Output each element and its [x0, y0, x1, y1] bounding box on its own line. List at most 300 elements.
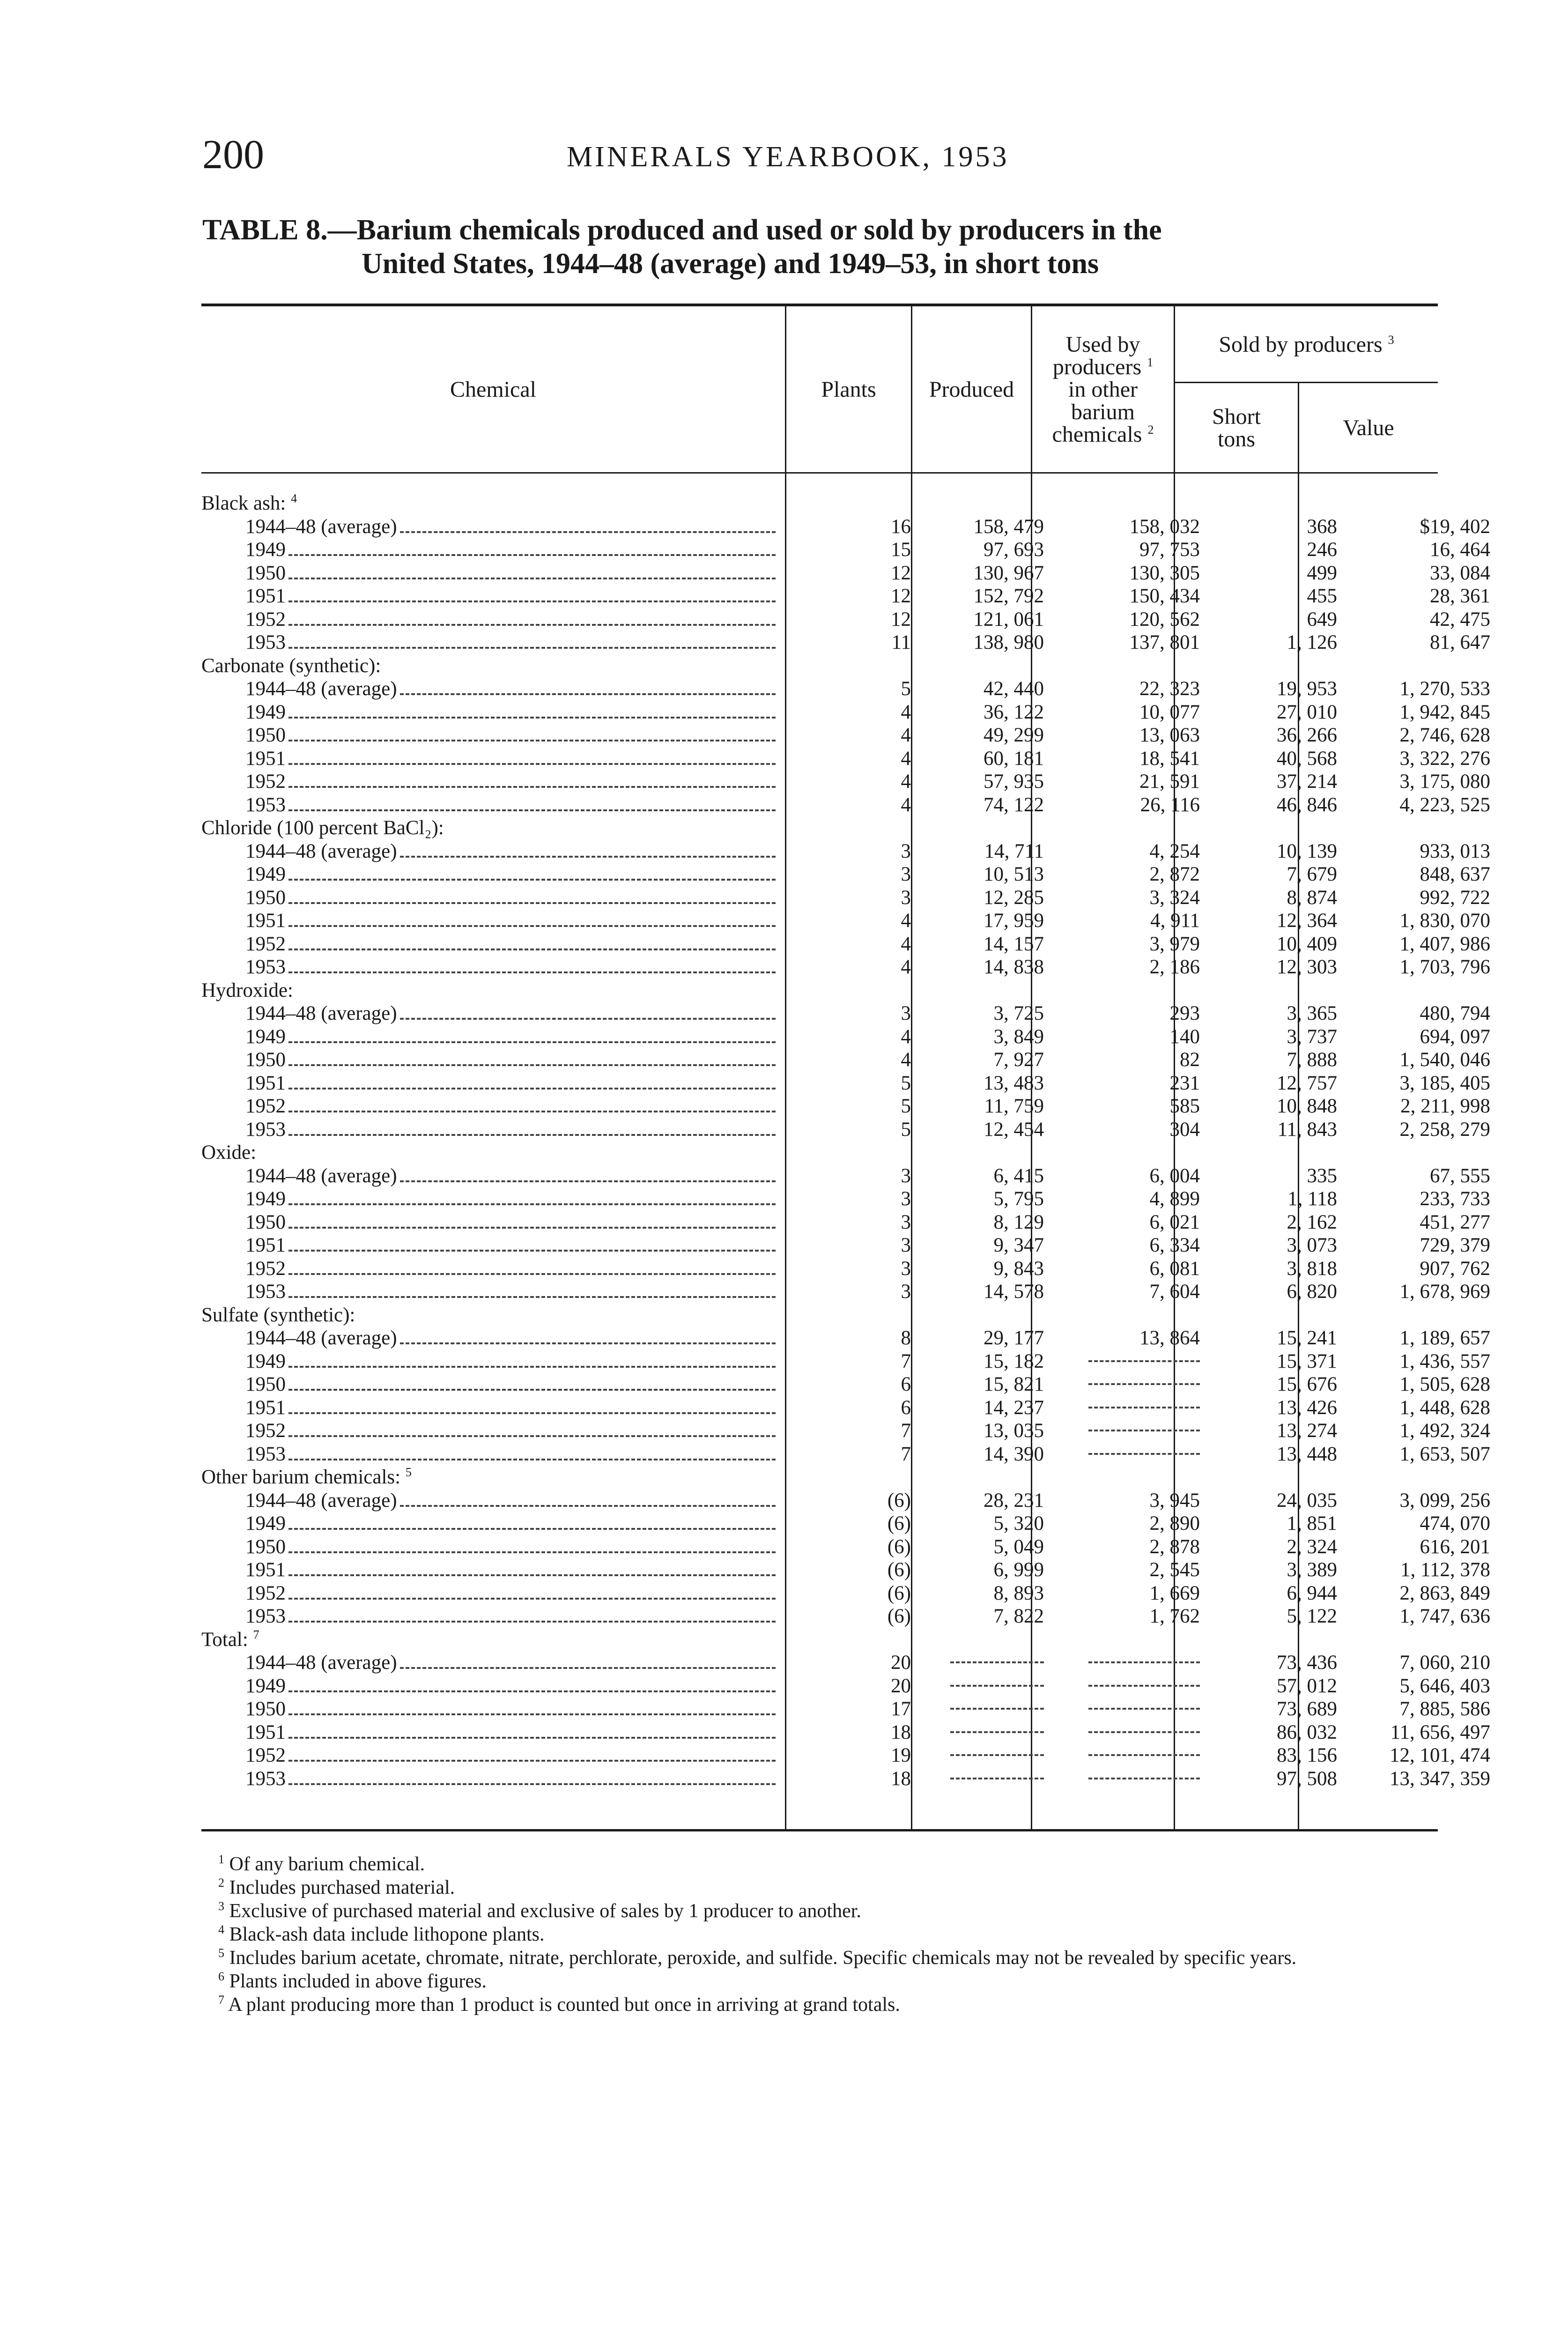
leader-dots — [288, 1412, 776, 1414]
leader-dots — [288, 1111, 776, 1112]
cell-plants: 4 — [901, 1025, 911, 1048]
leader-dots — [400, 693, 776, 695]
table-row — [201, 1697, 1494, 1721]
row-year: 1950 — [245, 562, 286, 584]
empty-dash — [1088, 1383, 1200, 1385]
leader-dots — [288, 717, 776, 719]
cell-produced: 14, 157 — [984, 933, 1044, 955]
leader-dots — [400, 1342, 776, 1344]
table-row — [201, 1211, 1494, 1234]
row-year: 1944–48 (average) — [245, 1164, 397, 1187]
cell-produced: 6, 999 — [993, 1559, 1044, 1581]
group-label: Hydroxide: — [201, 979, 293, 1001]
group-header-row — [201, 979, 1494, 1002]
cell-produced: 10, 513 — [984, 863, 1044, 885]
cell-used: 4, 254 — [1149, 840, 1200, 862]
cell-plants: 12 — [891, 608, 911, 630]
cell-produced: 14, 390 — [984, 1443, 1044, 1465]
cell-plants: (6) — [887, 1605, 911, 1627]
cell-short: 7, 888 — [1287, 1049, 1337, 1071]
cell-produced: 36, 122 — [984, 701, 1044, 723]
cell-value: 1, 112, 378 — [1400, 1559, 1490, 1581]
row-year: 1951 — [245, 585, 286, 607]
table-row — [201, 956, 1494, 979]
leader-dots — [288, 647, 776, 649]
leader-dots — [288, 879, 776, 881]
leader-dots — [288, 1551, 776, 1553]
table-row — [201, 793, 1494, 817]
cell-produced: 3, 725 — [993, 1002, 1044, 1024]
row-year: 1952 — [245, 1582, 286, 1604]
table-row — [201, 1535, 1494, 1559]
cell-used: 6, 004 — [1149, 1164, 1200, 1187]
cell-short: 7, 679 — [1287, 863, 1337, 885]
cell-short: 73, 436 — [1277, 1652, 1337, 1674]
cell-value: 1, 448, 628 — [1399, 1396, 1490, 1419]
cell-used: 158, 032 — [1129, 515, 1200, 538]
footnote: $^4$ Black-ash data include lithopone plants. — [218, 1923, 545, 1945]
empty-dash — [1088, 1685, 1200, 1687]
cell-value: 11, 656, 497 — [1390, 1721, 1490, 1743]
cell-produced: 15, 821 — [984, 1373, 1044, 1395]
cell-short: 3, 389 — [1287, 1559, 1337, 1581]
table-row — [201, 585, 1494, 608]
cell-produced: 152, 792 — [973, 585, 1044, 607]
leader-dots — [288, 740, 776, 741]
group-header-row — [201, 1141, 1494, 1164]
cell-short: 12, 303 — [1277, 956, 1337, 978]
cell-value: 1, 942, 845 — [1399, 701, 1490, 723]
cell-value: 933, 013 — [1420, 840, 1490, 862]
table-row — [201, 1605, 1494, 1628]
cell-short: 3, 073 — [1287, 1234, 1337, 1256]
cell-short: 3, 365 — [1287, 1002, 1337, 1024]
cell-plants: 3 — [901, 1234, 911, 1256]
cell-produced: 60, 181 — [984, 747, 1044, 770]
table-caption — [202, 213, 1439, 281]
cell-value: 1, 830, 070 — [1399, 910, 1490, 932]
empty-dash — [1088, 1453, 1200, 1455]
leader-dots — [288, 1713, 776, 1715]
table-row — [201, 840, 1494, 863]
row-year: 1944–48 (average) — [245, 840, 397, 862]
cell-short: 12, 364 — [1277, 910, 1337, 932]
header-short-tons: Short tons — [1212, 404, 1261, 452]
row-year: 1953 — [245, 1281, 286, 1303]
table-row — [201, 933, 1494, 956]
cell-value: 2, 863, 849 — [1399, 1582, 1490, 1604]
cell-short: 8, 874 — [1287, 886, 1337, 909]
leader-dots — [288, 600, 776, 602]
empty-dash — [1088, 1360, 1200, 1362]
cell-value: 729, 379 — [1420, 1234, 1490, 1256]
leader-dots — [288, 1366, 776, 1368]
cell-plants: 11 — [891, 631, 911, 653]
cell-short: 1, 126 — [1287, 631, 1337, 653]
leader-dots — [288, 971, 776, 973]
row-year: 1950 — [245, 1535, 286, 1558]
cell-used — [1057, 1443, 1213, 1466]
cell-value: 1, 703, 796 — [1399, 956, 1490, 978]
cell-produced: 49, 299 — [984, 724, 1044, 746]
cell-used: 6, 334 — [1149, 1234, 1200, 1256]
cell-produced: 130, 967 — [973, 562, 1044, 584]
cell-produced — [924, 1675, 1057, 1698]
cell-used: 22, 323 — [1139, 678, 1200, 700]
cell-plants: 4 — [901, 933, 911, 955]
table-row — [201, 1327, 1494, 1350]
cell-used: 4, 911 — [1150, 910, 1200, 932]
empty-dash — [1088, 1407, 1200, 1408]
cell-used: 2, 878 — [1149, 1535, 1200, 1558]
header-chemical: Chemical — [450, 377, 536, 402]
cell-produced: 14, 237 — [984, 1396, 1044, 1419]
cell-plants: (6) — [887, 1582, 911, 1604]
cell-produced: 7, 822 — [993, 1605, 1044, 1627]
leader-dots — [288, 763, 776, 765]
cell-plants: (6) — [887, 1489, 911, 1512]
leader-dots — [400, 1505, 776, 1507]
empty-dash — [950, 1685, 1044, 1687]
cell-value: $19, 402 — [1420, 515, 1490, 538]
cell-produced: 121, 061 — [973, 608, 1044, 630]
group-label: Chloride (100 percent BaCl₂): — [201, 817, 444, 839]
group-header-row — [201, 816, 1494, 840]
cell-plants: 20 — [891, 1675, 911, 1697]
cell-used — [1057, 1744, 1213, 1767]
row-year: 1952 — [245, 933, 286, 955]
cell-value: 694, 097 — [1420, 1025, 1490, 1048]
row-year: 1949 — [245, 1350, 286, 1372]
cell-plants: 4 — [901, 910, 911, 932]
cell-used: 304 — [1169, 1118, 1200, 1141]
cell-produced — [924, 1697, 1057, 1721]
table-row — [201, 631, 1494, 654]
cell-used: 82 — [1180, 1049, 1200, 1071]
cell-used: 3, 979 — [1149, 933, 1200, 955]
footnote: $^1$ Of any barium chemical. — [218, 1853, 425, 1875]
table-row — [201, 1350, 1494, 1373]
cell-short: 12, 757 — [1277, 1072, 1337, 1094]
leader-dots — [288, 1783, 776, 1785]
empty-dash — [950, 1708, 1044, 1710]
footnote: $^2$ Includes purchased material. — [218, 1876, 455, 1898]
cell-used: 293 — [1169, 1002, 1200, 1024]
table-row — [201, 1118, 1494, 1141]
cell-short: 15, 241 — [1277, 1327, 1337, 1349]
group-header-row — [201, 1466, 1494, 1489]
table-row — [201, 1582, 1494, 1605]
leader-dots — [288, 925, 776, 927]
cell-used: 2, 545 — [1149, 1559, 1200, 1581]
cell-used: 3, 945 — [1149, 1489, 1200, 1512]
cell-short: 10, 139 — [1277, 840, 1337, 862]
row-year: 1949 — [245, 1188, 286, 1210]
cell-short: 10, 409 — [1277, 933, 1337, 955]
table-row — [201, 1744, 1494, 1767]
cell-used: 1, 762 — [1149, 1605, 1200, 1627]
cell-value: 12, 101, 474 — [1390, 1744, 1490, 1766]
cell-used: 6, 081 — [1149, 1257, 1200, 1280]
cell-used — [1057, 1350, 1213, 1373]
cell-produced: 9, 843 — [993, 1257, 1044, 1280]
cell-value: 480, 794 — [1420, 1002, 1490, 1024]
table-row — [201, 1048, 1494, 1072]
cell-used: 137, 801 — [1129, 631, 1200, 653]
cell-used — [1057, 1721, 1213, 1744]
cell-produced: 138, 980 — [973, 631, 1044, 653]
row-year: 1951 — [245, 1721, 286, 1743]
leader-dots — [400, 1667, 776, 1669]
cell-short: 24, 035 — [1277, 1489, 1337, 1512]
cell-value: 992, 722 — [1420, 886, 1490, 909]
leader-dots — [288, 902, 776, 904]
cell-value: 4, 223, 525 — [1399, 793, 1490, 816]
group-label: Total: $^7$ — [201, 1628, 259, 1651]
cell-plants: 3 — [901, 1211, 911, 1233]
cell-produced — [924, 1767, 1057, 1791]
cell-plants: 20 — [891, 1652, 911, 1674]
row-year: 1950 — [245, 1373, 286, 1395]
leader-dots — [288, 1737, 776, 1739]
cell-plants: 4 — [901, 793, 911, 816]
leader-dots — [288, 1227, 776, 1229]
cell-plants: 4 — [901, 724, 911, 746]
cell-short: 455 — [1307, 585, 1337, 607]
footnote: $^6$ Plants included in above figures. — [218, 1970, 487, 1992]
cell-value: 3, 099, 256 — [1399, 1489, 1490, 1512]
footnote: $^3$ Exclusive of purchased material and exclusive of sales by 1 producer to another. — [218, 1899, 861, 1922]
table-row — [201, 677, 1494, 701]
cell-plants: 3 — [901, 863, 911, 885]
cell-used: 120, 562 — [1129, 608, 1200, 630]
row-year: 1951 — [245, 1072, 286, 1094]
cell-used: 97, 753 — [1139, 539, 1200, 561]
cell-short: 37, 214 — [1277, 771, 1337, 793]
header-used-by-producers: Used by producers $^1$ in other barium chemicals $^2$ — [1052, 332, 1154, 447]
group-header-row — [201, 654, 1494, 678]
cell-value: 28, 361 — [1430, 585, 1490, 607]
table-row — [201, 1025, 1494, 1049]
cell-plants: 12 — [891, 562, 911, 584]
cell-value: 42, 475 — [1430, 608, 1490, 630]
row-year: 1950 — [245, 1049, 286, 1071]
row-year: 1949 — [245, 1025, 286, 1048]
cell-short: 1, 118 — [1287, 1188, 1337, 1210]
cell-value: 33, 084 — [1430, 562, 1490, 584]
group-label: Oxide: — [201, 1141, 257, 1164]
row-year: 1952 — [245, 1257, 286, 1280]
table-row — [201, 886, 1494, 910]
cell-produced: 5, 795 — [993, 1188, 1044, 1210]
cell-produced: 12, 285 — [984, 886, 1044, 909]
cell-plants: 3 — [901, 1188, 911, 1210]
cell-produced: 29, 177 — [984, 1327, 1044, 1349]
cell-produced: 14, 711 — [984, 840, 1044, 862]
cell-short: 1, 851 — [1287, 1512, 1337, 1534]
group-label: Sulfate (synthetic): — [201, 1304, 355, 1326]
row-year: 1951 — [245, 1396, 286, 1419]
cell-short: 13, 274 — [1277, 1420, 1337, 1442]
cell-plants: 12 — [891, 585, 911, 607]
cell-plants: 7 — [901, 1420, 911, 1442]
cell-short: 3, 818 — [1287, 1257, 1337, 1280]
table-row — [201, 1072, 1494, 1095]
cell-value: 3, 322, 276 — [1399, 747, 1490, 770]
cell-plants: 3 — [901, 886, 911, 909]
leader-dots — [288, 1041, 776, 1043]
cell-produced: 11, 759 — [984, 1095, 1044, 1117]
cell-short: 46, 846 — [1277, 793, 1337, 816]
row-year: 1950 — [245, 1211, 286, 1233]
cell-used: 13, 063 — [1139, 724, 1200, 746]
cell-short: 649 — [1307, 608, 1337, 630]
cell-used — [1057, 1651, 1213, 1675]
cell-plants: 4 — [901, 956, 911, 978]
data-table — [201, 492, 1494, 1790]
table-row — [201, 863, 1494, 886]
cell-produced: 14, 578 — [984, 1281, 1044, 1303]
row-year: 1951 — [245, 910, 286, 932]
table-row — [201, 1396, 1494, 1420]
empty-dash — [1088, 1430, 1200, 1431]
cell-value: 1, 492, 324 — [1399, 1420, 1490, 1442]
cell-value: 1, 653, 507 — [1399, 1443, 1490, 1465]
table-row — [201, 747, 1494, 771]
cell-produced: 97, 693 — [984, 539, 1044, 561]
footnotes — [202, 1853, 1439, 2016]
row-year: 1953 — [245, 1767, 286, 1790]
cell-used: 6, 021 — [1149, 1211, 1200, 1233]
row-year: 1944–48 (average) — [245, 678, 397, 700]
table-row — [201, 909, 1494, 933]
cell-short: 246 — [1307, 539, 1337, 561]
cell-short: 11, 843 — [1277, 1118, 1337, 1141]
cell-used — [1057, 1767, 1213, 1791]
table-row — [201, 538, 1494, 562]
row-year: 1950 — [245, 1698, 286, 1720]
cell-produced: 8, 129 — [993, 1211, 1044, 1233]
header-bottom-rule — [201, 472, 1438, 474]
cell-short: 15, 676 — [1277, 1373, 1337, 1395]
cell-plants: 3 — [901, 1281, 911, 1303]
cell-used: 150, 434 — [1129, 585, 1200, 607]
row-year: 1952 — [245, 1744, 286, 1766]
cell-short: 97, 508 — [1277, 1767, 1337, 1790]
leader-dots — [288, 1134, 776, 1136]
cell-produced: 3, 849 — [993, 1025, 1044, 1048]
leader-dots — [288, 578, 776, 579]
cell-produced: 28, 231 — [984, 1489, 1044, 1512]
table-row — [201, 1419, 1494, 1443]
cell-short: 40, 568 — [1277, 747, 1337, 770]
leader-dots — [288, 554, 776, 556]
empty-dash — [950, 1754, 1044, 1756]
header-plants: Plants — [821, 377, 876, 402]
cell-value: 3, 185, 405 — [1399, 1072, 1490, 1094]
header-value: Value — [1343, 415, 1394, 440]
cell-value: 233, 733 — [1420, 1188, 1490, 1210]
row-year: 1949 — [245, 1675, 286, 1697]
cell-used: 21, 591 — [1139, 771, 1200, 793]
cell-value: 2, 258, 279 — [1399, 1118, 1490, 1141]
cell-value: 81, 647 — [1430, 631, 1490, 653]
cell-used: 10, 077 — [1139, 701, 1200, 723]
cell-value: 907, 762 — [1420, 1257, 1490, 1280]
cell-plants: 15 — [891, 539, 911, 561]
cell-used: 4, 899 — [1149, 1188, 1200, 1210]
table-row — [201, 1164, 1494, 1188]
sold-group-rule — [1174, 382, 1438, 383]
table-row — [201, 770, 1494, 793]
cell-plants: 3 — [901, 1164, 911, 1187]
leader-dots — [288, 1273, 776, 1275]
group-header-row — [201, 1628, 1494, 1652]
cell-produced: 15, 182 — [984, 1350, 1044, 1372]
cell-plants: 5 — [901, 1118, 911, 1141]
row-year: 1953 — [245, 1118, 286, 1141]
cell-used: 140 — [1169, 1025, 1200, 1048]
cell-produced: 6, 415 — [993, 1164, 1044, 1187]
cell-used: 2, 186 — [1149, 956, 1200, 978]
cell-plants: 6 — [901, 1396, 911, 1419]
cell-plants: 7 — [901, 1443, 911, 1465]
row-year: 1951 — [245, 747, 286, 770]
cell-value: 7, 885, 586 — [1399, 1698, 1490, 1720]
cell-value: 1, 747, 636 — [1399, 1605, 1490, 1627]
cell-plants: 5 — [901, 1072, 911, 1094]
empty-dash — [950, 1731, 1044, 1733]
cell-used — [1057, 1396, 1213, 1420]
table-row — [201, 1002, 1494, 1025]
row-year: 1953 — [245, 956, 286, 978]
row-year: 1953 — [245, 793, 286, 816]
row-year: 1944–48 (average) — [245, 1327, 397, 1349]
cell-produced — [924, 1744, 1057, 1767]
cell-value: 848, 637 — [1420, 863, 1490, 885]
cell-short: 368 — [1307, 515, 1337, 538]
footnote: $^5$ Includes barium acetate, chromate, nitrate, perchlorate, peroxide, and sulfide. Specific chemicals may not be revealed by specific years. — [218, 1946, 1297, 1969]
row-year: 1952 — [245, 1095, 286, 1117]
cell-value: 3, 175, 080 — [1399, 771, 1490, 793]
cell-plants: 4 — [901, 747, 911, 770]
cell-used: 585 — [1169, 1095, 1200, 1117]
cell-used: 231 — [1169, 1072, 1200, 1094]
leader-dots — [288, 1389, 776, 1391]
top-rule — [201, 304, 1438, 306]
row-year: 1950 — [245, 724, 286, 746]
table-row — [201, 515, 1494, 539]
cell-plants: 5 — [901, 678, 911, 700]
cell-plants: 18 — [891, 1721, 911, 1743]
running-title: MINERALS YEARBOOK, 1953 — [567, 141, 1009, 173]
cell-plants: 18 — [891, 1767, 911, 1790]
cell-plants: 8 — [901, 1327, 911, 1349]
cell-value: 1, 436, 557 — [1399, 1350, 1490, 1372]
cell-produced: 12, 454 — [984, 1118, 1044, 1141]
row-year: 1949 — [245, 701, 286, 723]
cell-plants: 4 — [901, 771, 911, 793]
table-row — [201, 1257, 1494, 1281]
table-row — [201, 1373, 1494, 1396]
table-row — [201, 562, 1494, 585]
cell-short: 10, 848 — [1277, 1095, 1337, 1117]
leader-dots — [288, 949, 776, 950]
leader-dots — [288, 1528, 776, 1530]
cell-used — [1057, 1373, 1213, 1396]
cell-used: 7, 604 — [1149, 1281, 1200, 1303]
cell-plants: 7 — [901, 1350, 911, 1372]
